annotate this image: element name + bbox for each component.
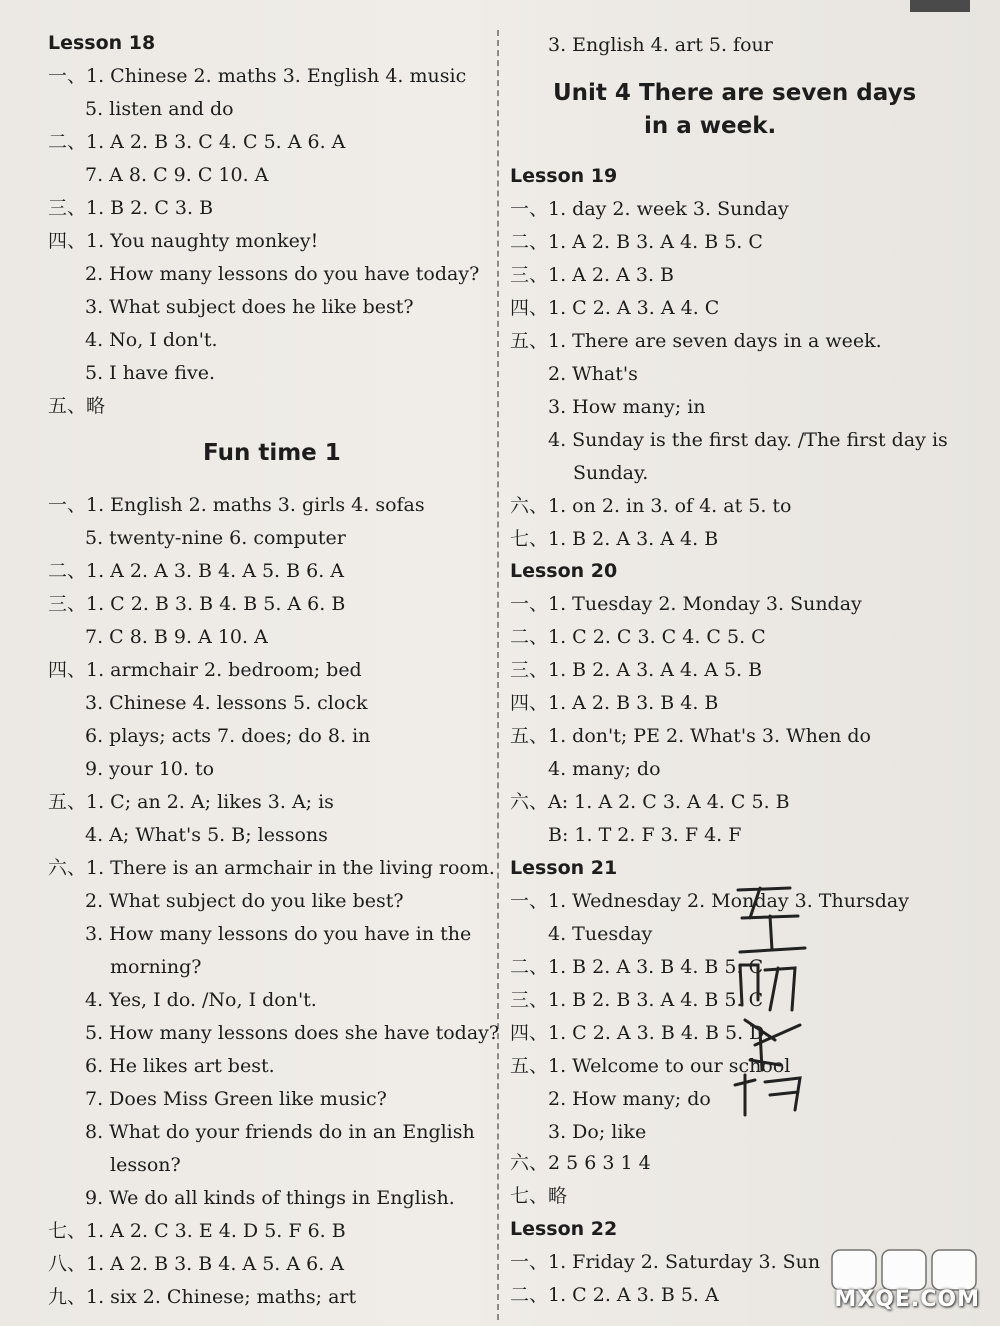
answer-line: Sunday. [573,462,649,484]
answer-line: 五、1. C; an 2. A; likes 3. A; is [48,791,334,813]
answer-line: 4. Yes, I do. /No, I don't. [85,989,317,1011]
answer-line: 三、1. B 2. C 3. B [48,197,214,219]
answer-line: 3. How many lessons do you have in the [85,923,472,945]
answer-line: 3. Chinese 4. lessons 5. clock [85,692,368,714]
answer-line: 六、1. There is an armchair in the living room. [48,857,495,879]
answer-line: morning? [110,956,202,978]
answer-line: 2. How many; do [548,1088,711,1110]
unit-4-title: Unit 4 There are seven days [553,80,917,106]
lesson-22-title: Lesson 22 [510,1218,618,1240]
answer-line: 6. He likes art best. [85,1055,275,1077]
answer-line: 5. listen and do [85,98,234,120]
answer-line: 五、1. There are seven days in a week. [510,330,882,352]
answer-line: 一、1. Wednesday 2. Monday 3. Thursday [510,890,909,912]
answer-line: 3. English 4. art 5. four [548,34,773,56]
watermark-text: MXQE.COM [834,1287,980,1312]
column-divider [497,30,499,1320]
answer-line: 四、1. C 2. A 3. B 4. B 5. D [510,1022,765,1044]
answer-line: 3. Do; like [548,1121,647,1143]
answer-line: lesson? [110,1154,181,1176]
answer-line: 八、1. A 2. B 3. B 4. A 5. A 6. A [48,1253,345,1275]
answer-line: 六、2 5 6 3 1 4 [510,1152,651,1174]
answer-line: 七、1. B 2. A 3. A 4. B [510,528,719,550]
answer-line: 4. No, I don't. [85,329,218,351]
answer-line: 7. C 8. B 9. A 10. A [85,626,268,648]
answer-line: 8. What do your friends do in an English [85,1121,475,1143]
watermark-logo [802,1248,992,1318]
answer-line: 四、1. armchair 2. bedroom; bed [48,659,362,681]
answer-line: 5. twenty-nine 6. computer [85,527,346,549]
lesson-18-title: Lesson 18 [48,32,156,54]
answer-line: 二、1. A 2. B 3. A 4. B 5. C [510,231,763,253]
fun-time-title: Fun time 1 [203,440,341,466]
answer-line: 二、1. C 2. A 3. B 5. A [510,1284,719,1306]
unit-4-title-line2: in a week. [644,113,777,139]
answer-line: 2. How many lessons do you have today? [85,263,480,285]
answer-line: 三、1. A 2. A 3. B [510,264,674,286]
answer-line: 2. What's [548,363,638,385]
answer-line: 七、1. A 2. C 3. E 4. D 5. F 6. B [48,1220,346,1242]
answer-line: 2. What subject do you like best? [85,890,404,912]
answer-line: 四、1. You naughty monkey! [48,230,319,252]
answer-line: 七、略 [510,1185,568,1207]
answer-line: 一、1. English 2. maths 3. girls 4. sofas [48,494,425,516]
answer-line: 二、1. A 2. A 3. B 4. A 5. B 6. A [48,560,345,582]
answer-line: 7. Does Miss Green like music? [85,1088,387,1110]
handwriting-scribble-icon [720,870,830,1120]
answer-line: 五、1. Welcome to our school [510,1055,791,1077]
lesson-19-title: Lesson 19 [510,165,618,187]
answer-line: 一、1. Chinese 2. maths 3. English 4. music [48,65,467,87]
answer-line: 3. How many; in [548,396,706,418]
answer-line: 三、1. B 2. A 3. A 4. A 5. B [510,659,763,681]
lesson-20-title: Lesson 20 [510,560,618,582]
answer-line: 5. I have five. [85,362,215,384]
answer-line: 二、1. B 2. A 3. B 4. B 5. C [510,956,764,978]
answer-line: 一、1. Tuesday 2. Monday 3. Sunday [510,593,862,615]
answer-line: 三、1. B 2. B 3. A 4. B 5. C [510,989,764,1011]
answer-line: 六、1. on 2. in 3. of 4. at 5. to [510,495,792,517]
answer-line: 二、1. A 2. B 3. C 4. C 5. A 6. A [48,131,346,153]
answer-line: 五、1. don't; PE 2. What's 3. When do [510,725,871,747]
answer-line: 九、1. six 2. Chinese; maths; art [48,1286,357,1308]
answer-line: 7. A 8. C 9. C 10. A [85,164,269,186]
answer-line: 四、1. A 2. B 3. B 4. B [510,692,719,714]
lesson-21-title: Lesson 21 [510,857,618,879]
answer-line: 4. Sunday is the first day. /The first day is [548,429,948,451]
answer-line: 4. many; do [548,758,661,780]
answer-line: 9. your 10. to [85,758,215,780]
answer-line: 五、略 [48,395,106,417]
answer-line: 5. How many lessons does she have today? [85,1022,500,1044]
answer-line: 3. What subject does he like best? [85,296,414,318]
answer-line: 一、1. Friday 2. Saturday 3. Sun [510,1251,821,1273]
answer-line: B: 1. T 2. F 3. F 4. F [548,824,742,846]
answer-line: 一、1. day 2. week 3. Sunday [510,198,789,220]
answer-line: 4. Tuesday [548,923,653,945]
answer-line: 六、A: 1. A 2. C 3. A 4. C 5. B [510,791,790,813]
answer-line: 四、1. C 2. A 3. A 4. C [510,297,720,319]
answer-line: 三、1. C 2. B 3. B 4. B 5. A 6. B [48,593,346,615]
answer-line: 4. A; What's 5. B; lessons [85,824,328,846]
answer-line: 二、1. C 2. C 3. C 4. C 5. C [510,626,766,648]
corner-tab [910,0,970,12]
answer-line: 9. We do all kinds of things in English. [85,1187,455,1209]
answer-line: 6. plays; acts 7. does; do 8. in [85,725,371,747]
